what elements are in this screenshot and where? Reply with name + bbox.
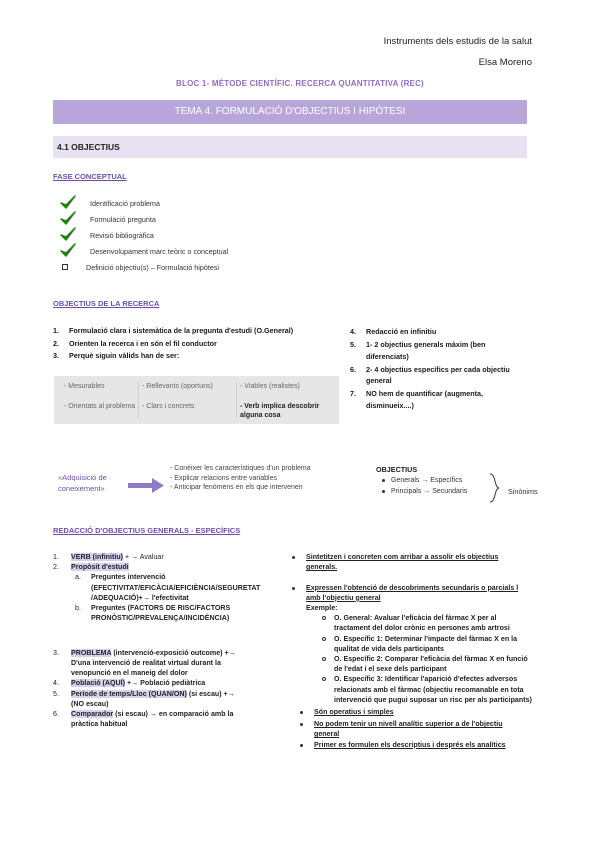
redaccio-right-line (306, 584, 518, 592)
line-text: Són operatius i simples (314, 708, 394, 716)
redaccio-line (71, 700, 108, 708)
redaccio-heading: REDACCIÓ D'OBJECTIUS GENERALS - ESPECÍFICS (53, 526, 241, 535)
item-number: 7. (350, 389, 356, 398)
fase-item-label: Desenvolupament marc teòric o conceptual (90, 246, 229, 256)
line-text: Primer es formulen els descriptius i després els analítics (314, 740, 506, 749)
redaccio-line (71, 669, 188, 677)
item-number: 4. (350, 327, 356, 336)
redaccio-right-line (334, 665, 446, 673)
arrow-right-icon (152, 478, 164, 493)
sinonims-label: Sinònims (508, 487, 538, 496)
keyword: Comparador (71, 710, 114, 719)
item-number: 3. (53, 351, 59, 360)
text-span: D'una intervenció de realitat virtual durant la (71, 659, 221, 668)
redaccio-right-line (334, 645, 444, 653)
line-text: general (314, 730, 340, 739)
keyword: Període de temps/Lloc (QUAN/ON) (71, 689, 187, 698)
keyword: Població (AQUÍ) (71, 679, 125, 688)
exemple-label (306, 604, 338, 612)
keyword: Propòsit d'estudi (71, 563, 129, 572)
arrow-shaft (128, 483, 154, 488)
keyword: VERB (infinitiu) (71, 553, 124, 561)
objectiu-type-label: Generals → Específics (391, 477, 463, 484)
redaccio-right-line (334, 696, 532, 704)
empty-checkbox-icon (62, 264, 68, 270)
objectiu-item (350, 388, 483, 411)
item-number: 3. (53, 648, 59, 657)
redaccio-line (53, 690, 235, 698)
text-span: (si escau) +→ (186, 689, 235, 698)
redaccio-line (91, 594, 189, 602)
text-span: pràctica habitual (71, 720, 128, 729)
validity-cell: - Clars i concrets (142, 403, 195, 410)
fase-item (60, 228, 154, 242)
line-text: amb l'objectiu general (306, 593, 381, 602)
line-text: O. Específic 1: Determinar l'impacte del fàrmac X en la (334, 634, 518, 643)
bullet-dot (382, 479, 385, 482)
checkmark-icon (60, 227, 76, 243)
fase-item-label: Definició objectiu(s) – Formulació hipòtesi (86, 262, 220, 272)
validity-cell: - Orientats al problema (64, 403, 136, 410)
objectiu-type-label: Principals → Secundaris (391, 488, 468, 495)
text-span: Preguntes intervenció (91, 573, 166, 582)
redaccio-line (53, 649, 236, 657)
line-text: O. General: Avaluar l'eficàcia del fàrmac X per al (334, 614, 497, 623)
line-text: qualitat de vida dels participants (334, 644, 444, 653)
objectiu-item (53, 351, 179, 360)
line-text: No podem tenir un nivell analític superior a de l'objectiu (314, 720, 503, 729)
item-number: 1. (53, 326, 59, 335)
item-line: general (366, 376, 392, 385)
line-text: Exemple: (306, 604, 338, 612)
adquisicio-bullet: - Anticipar fenòmens en els que intervenen (170, 484, 303, 491)
redaccio-line (53, 679, 205, 687)
circle-bullet (322, 616, 326, 620)
item-number: 6. (350, 364, 356, 374)
text-span: (si escau) → en comparació amb la (113, 710, 234, 719)
fase-conceptual-heading: FASE CONCEPTUAL (53, 172, 127, 181)
checkmark-icon (60, 243, 76, 259)
item-number: 5. (53, 689, 59, 698)
item-number: a. (75, 573, 81, 582)
item-number: 1. (53, 553, 59, 561)
item-text: Perquè siguin vàlids han de ser: (69, 351, 180, 360)
bullet-dot (382, 490, 385, 493)
bloc-title: BLOC 1- MÈTODE CIENTÍFIC. RECERCA QUANTITATIVA (REC) (176, 79, 424, 88)
line-text: relacionats amb el fàrmac (objectiu recomanable en tota (334, 685, 524, 694)
fase-item (60, 196, 160, 210)
line-text: generals. (306, 563, 338, 572)
text-span: Preguntes (FACTORS DE RISC/FACTORS (91, 604, 231, 612)
fase-item-label: Revisió bibliogràfica (90, 230, 154, 240)
redaccio-line (53, 710, 233, 718)
validity-table (54, 376, 339, 424)
author-name: Elsa Moreno (478, 57, 532, 68)
fase-item-label: Formulació pregunta (90, 214, 156, 224)
validity-cell: - Mesurables (64, 383, 105, 390)
validity-cell: - Verb implica descobrir alguna cosa (240, 403, 320, 419)
checkmark-icon (60, 195, 76, 211)
redaccio-line (53, 553, 164, 561)
redaccio-line (75, 573, 166, 581)
line-text: intervenció que pugui suposar un risc per als participants) (334, 695, 532, 704)
text-span: + → Avaluar (123, 553, 164, 561)
bullet-dot (300, 744, 303, 747)
bullet-dot (292, 556, 295, 559)
fase-item (60, 212, 156, 226)
text-span: (NO escau) (71, 699, 109, 708)
item-line: Redacció en infinitiu (366, 327, 437, 336)
objectiu-item (350, 326, 436, 338)
brace-icon (488, 473, 502, 503)
text-span: (intervenció-exposició outcome) +→ (111, 648, 236, 657)
circle-bullet (322, 657, 326, 661)
redaccio-line (53, 563, 129, 571)
objectius-recerca-heading: OBJECTIUS DE LA RECERCA (53, 299, 160, 308)
redaccio-right-line (306, 594, 381, 602)
item-number: 2. (53, 338, 59, 348)
objectiu-item (350, 339, 485, 362)
item-number: 6. (53, 710, 59, 719)
objectiu-type (382, 488, 467, 495)
item-number: 2. (53, 563, 59, 572)
bullet-dot (292, 587, 295, 590)
objectiu-item (53, 326, 293, 335)
line-text: Sintetitzen i concreten com arribar a assolir els objectius (306, 553, 499, 561)
line-text: Expressen l'obtenció de descobriments secundaris o parcials l (306, 583, 519, 592)
fase-item (60, 260, 219, 274)
item-line: 1- 2 objectius generals màxim (ben (366, 340, 486, 349)
validity-cell: - Rellevants (oportuns) (142, 383, 213, 390)
circle-bullet (322, 677, 326, 681)
redaccio-right-line (334, 624, 510, 632)
course-title: Instruments dels estudis de la salut (383, 36, 532, 47)
fase-item (60, 244, 228, 258)
redaccio-right-line (334, 614, 496, 622)
redaccio-right-line (334, 686, 524, 694)
line-text: O. Específic 2: Comparar l'eficàcia del fàrmac X en funció (334, 655, 528, 663)
redaccio-right-line (314, 708, 394, 716)
item-line: 2- 4 objectius específics per cada objectiu (366, 364, 510, 374)
circle-bullet (322, 637, 326, 641)
adquisicio-bullet: - Conèixer les característiques d'un problema (170, 465, 311, 472)
objectiu-item (53, 339, 217, 348)
table-divider (236, 382, 237, 418)
bullet-dot (300, 723, 303, 726)
item-number: 5. (350, 340, 356, 349)
item-line: diferenciats) (366, 351, 409, 361)
item-text: Orienten la recerca i en són el fil conductor (69, 338, 217, 348)
text-span: venopunció en el maneig del dolor (71, 669, 188, 678)
fase-item-label: Identificació problema (90, 198, 160, 208)
item-line: disminueix....) (366, 400, 414, 410)
redaccio-line (71, 659, 221, 667)
redaccio-line (91, 614, 229, 622)
line-text: de l'edat i el sexe dels participant (334, 665, 447, 674)
bullet-dot (300, 711, 303, 714)
checkmark-icon (60, 211, 76, 227)
text-span: /ADEQUACIÓ)+→ l'efectivitat (91, 593, 189, 602)
item-number: b. (75, 604, 81, 612)
redaccio-right-line (314, 730, 339, 738)
item-text: Formulació clara i sistemàtica de la pregunta d'estudi (O.General) (69, 326, 294, 335)
item-number: 4. (53, 679, 59, 688)
redaccio-right-line (314, 720, 503, 728)
tema-banner: TEMA 4. FORMULACIÓ D'OBJECTIUS I HIPÒTESI (53, 100, 527, 124)
redaccio-line (75, 604, 230, 612)
item-line: NO hem de quantificar (augmenta, (366, 389, 484, 398)
objectiu-item (350, 364, 510, 387)
keyword: PROBLEMA (71, 648, 112, 657)
line-text: tractament del dolor crònic en persones amb artrosi (334, 624, 510, 633)
redaccio-line (91, 584, 260, 592)
validity-cell: - Viables (realistes) (240, 383, 300, 390)
adquisicio-label: «Adquisició de coneixement» (58, 473, 107, 493)
redaccio-right-line (334, 635, 517, 643)
table-divider (138, 382, 139, 418)
text-span: PRONÒSTIC/PREVALENÇA/INCIDÈNCIA) (91, 614, 230, 623)
redaccio-right-line (306, 563, 337, 571)
objectius-title: OBJECTIUS (376, 465, 418, 474)
line-text: O. Específic 3: Identificar l'aparició d'efectes adversos (334, 675, 518, 684)
redaccio-line (71, 720, 127, 728)
section-heading: 4.1 OBJECTIUS (53, 136, 527, 158)
redaccio-right-line (334, 675, 517, 683)
redaccio-right-line (314, 741, 506, 749)
objectiu-type (382, 477, 462, 484)
text-span: (EFECTIVITAT/EFICÀCIA/EFICIÈNCIA/SEGURETAT (91, 583, 261, 592)
redaccio-right-line (306, 553, 498, 561)
adquisicio-bullet: - Explicar relacions entre variables (170, 474, 277, 482)
redaccio-right-line (334, 655, 528, 663)
text-span: +→ Població pediàtrica (125, 679, 206, 688)
